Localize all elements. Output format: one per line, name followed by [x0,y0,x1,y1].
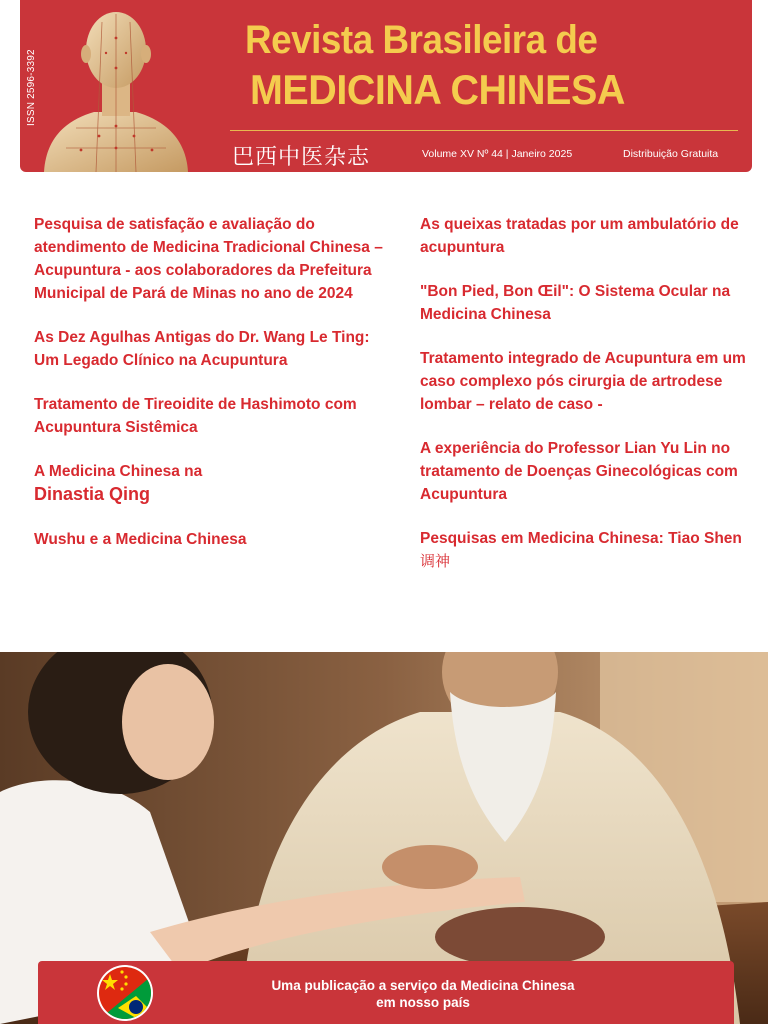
article-headline[interactable]: "Bon Pied, Bon Œil": O Sistema Ocular na Medicina Chinesa [420,283,731,323]
article-headline[interactable]: Wushu e a Medicina Chinesa [34,531,247,548]
footer-tagline-line2: em nosso país [376,995,470,1010]
issue-info: Volume XV Nº 44 | Janeiro 2025 [422,148,573,160]
articles-left-column [34,213,384,572]
article-headline[interactable]: As queixas tratadas por um ambulatório de acupuntura [420,216,739,256]
masthead-title-line2: MEDICINA CHINESA [250,66,625,113]
article-headline[interactable]: Tratamento integrado de Acupuntura em um caso complexo pós cirurgia de artrodese lombar – relato de caso - [420,350,746,413]
article-headline-chinese: 调神 [420,552,451,570]
masthead [20,0,752,172]
masthead-divider [230,130,738,131]
article-headline[interactable]: As Dez Agulhas Antigas do Dr. Wang Le Ting: Um Legado Clínico na Acupuntura [34,329,370,369]
article-headline[interactable]: Pesquisa de satisfação e avaliação do atendimento de Medicina Tradicional Chinesa – Acupuntura - aos colaboradores da Prefeitura Municipal de Pará de Minas no ano de 2024 [34,216,383,302]
article-headline[interactable]: A experiência do Professor Lian Yu Lin no tratamento de Doenças Ginecológicas com Acupuntura [420,440,738,503]
acupuncture-model-illustration [36,8,194,172]
article-headline[interactable] [420,527,750,573]
issn-label: ISSN 2596-3392 [26,49,37,126]
article-headline[interactable]: Tratamento de Tireoidite de Hashimoto com Acupuntura Sistêmica [34,396,357,436]
footer-banner [38,961,734,1024]
article-headline-emphasis: Dinastia Qing [34,484,151,504]
distribution-note: Distribuição Gratuita [623,148,719,160]
masthead-title-line1: Revista Brasileira de [245,18,598,62]
footer-tagline [198,977,648,1011]
chinese-title: 巴西中医杂志 [232,145,371,170]
article-headline[interactable] [34,460,384,507]
articles-right-column [420,213,750,594]
footer-tagline-line1: Uma publicação a serviço da Medicina Chinesa [271,978,575,993]
article-headline-part: Pesquisas em Medicina Chinesa: Tiao Shen [420,530,742,547]
china-brazil-emblem [96,964,154,1022]
article-headline-part: A Medicina Chinesa na [34,463,203,480]
